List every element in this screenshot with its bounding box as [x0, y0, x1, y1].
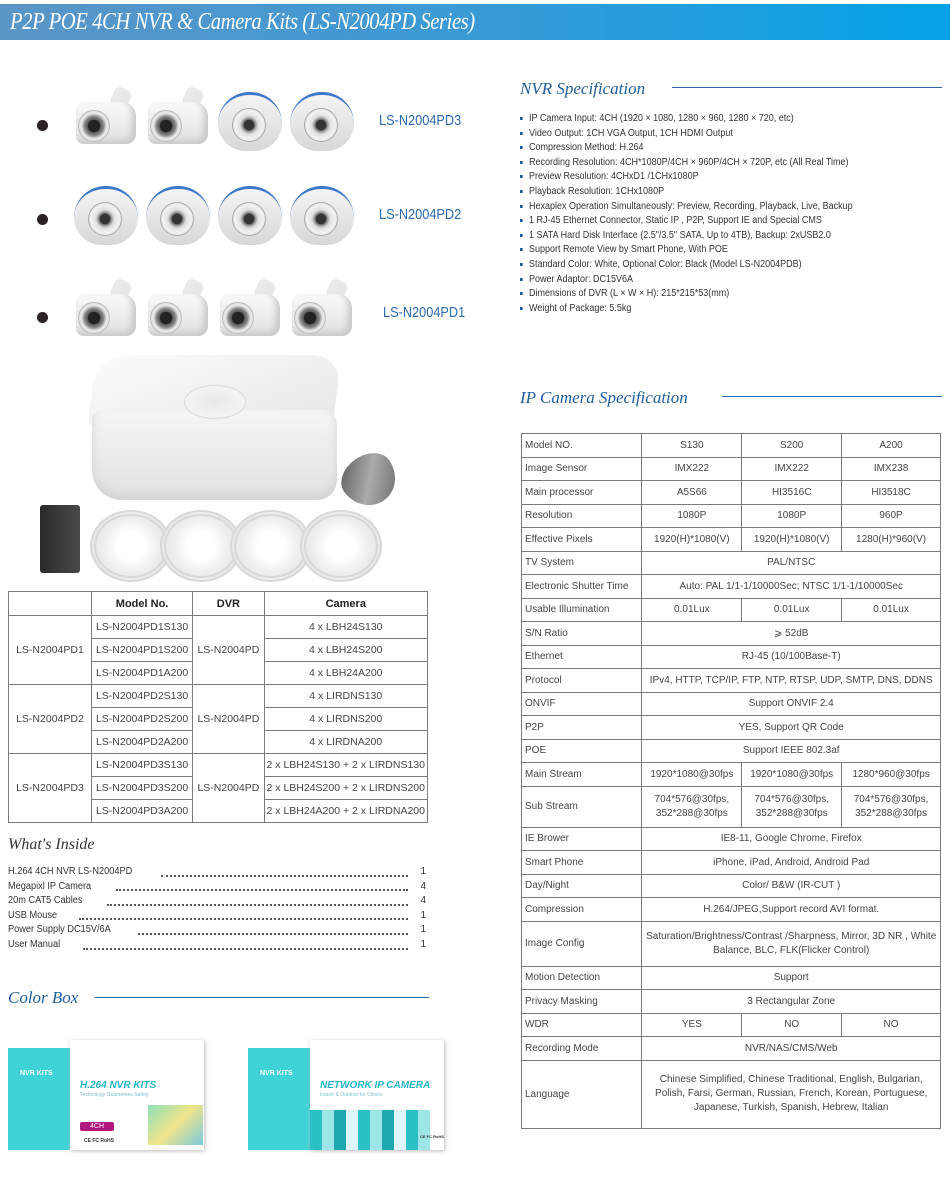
model-number-cell: LS-N2004PD3S130 — [91, 754, 192, 777]
spec-key: Image Config — [522, 921, 642, 966]
camera-lens-icon — [160, 202, 194, 236]
kit-bullet-icon — [37, 214, 48, 225]
item-name: H.264 4CH NVR LS-N2004PD — [8, 866, 133, 877]
bullet-camera-image — [216, 280, 284, 342]
camera-lens-icon — [78, 110, 110, 142]
spec-row — [522, 457, 941, 481]
color-box-title: Color Box — [8, 988, 79, 1007]
spec-value: IMX222 — [642, 457, 742, 481]
model-number-cell: LS-N2004PD1A200 — [91, 662, 192, 685]
item-name: User Manual — [8, 938, 61, 950]
box-side-label: NVR KITS — [20, 1070, 53, 1077]
spec-key: Model NO. — [522, 434, 642, 458]
spec-value: NO — [742, 1013, 842, 1037]
box-mosaic-pattern — [310, 1110, 430, 1150]
camera-lens-icon — [150, 302, 182, 334]
spec-key: POE — [522, 739, 642, 763]
nvr-spec-item: Support Remote View by Smart Phone, With POE — [520, 243, 903, 258]
spec-key: Privacy Masking — [522, 990, 642, 1014]
dot-leader — [116, 889, 408, 891]
spec-key: IE Brower — [522, 827, 642, 851]
box-cert-marks: CE FC RoHS — [420, 1134, 444, 1139]
spec-key: ONVIF — [522, 692, 642, 716]
model-table-row — [9, 685, 428, 708]
dome-camera-image — [144, 182, 212, 244]
spec-value: YES — [642, 1013, 742, 1037]
header-camera: Camera — [264, 592, 427, 616]
box-front-title: H.264 NVR KITS — [80, 1080, 157, 1091]
dome-camera-image — [72, 182, 140, 244]
spec-value: IMX222 — [742, 457, 842, 481]
box-front-subtitle: Indoor & Outdoor for Choice — [320, 1092, 383, 1098]
spec-key: Image Sensor — [522, 457, 642, 481]
nvr-spec-item: Compression Method: H.264 — [520, 141, 903, 156]
item-quantity: 4 — [420, 880, 426, 892]
spec-row — [522, 598, 941, 622]
dot-leader — [161, 875, 408, 877]
spec-value: 0.01Lux — [742, 598, 842, 622]
page-title: P2P POE 4CH NVR & Camera Kits (LS-N2004PD Series) — [10, 9, 475, 35]
camera-cell: 2 x LBH24A200 + 2 x LIRDNA200 — [264, 800, 427, 823]
camera-cell: 4 x LIRDNS200 — [264, 708, 427, 731]
model-table-row — [9, 616, 428, 639]
dot-leader — [138, 933, 409, 935]
spec-row — [522, 739, 941, 763]
spec-row — [522, 874, 941, 898]
item-quantity: 1 — [420, 924, 426, 936]
box-side-panel — [8, 1048, 70, 1150]
spec-value: iPhone, iPad, Android, Android Pad — [642, 851, 941, 875]
nvr-spec-item: Video Output: 1CH VGA Output, 1CH HDMI Output — [520, 127, 903, 142]
model-number-cell: LS-N2004PD2S130 — [91, 685, 192, 708]
color-box-ip-camera — [248, 1030, 448, 1150]
dvr-cell: LS-N2004PD — [193, 616, 264, 685]
dome-camera-image — [288, 88, 356, 150]
spec-value: IPv4, HTTP, TCP/IP, FTP, NTP, RTSP, UDP, SMTP, DNS, DDNS — [642, 669, 941, 693]
bullet-camera-image — [72, 88, 140, 150]
spec-value: Auto: PAL 1/1-1/10000Sec; NTSC 1/1-1/10000Sec — [642, 575, 941, 599]
spec-value: Chinese Simplified, Chinese Traditional, English, Bulgarian, Polish, Farsi, German, Russian, French, Korean, Portuguese, Japanese, Turkish, Spanish, Hebrew, Italian — [642, 1060, 941, 1128]
camera-lens-icon — [304, 108, 338, 142]
model-number-cell: LS-N2004PD1S130 — [91, 616, 192, 639]
header-kit — [9, 592, 92, 616]
spec-key: Ethernet — [522, 645, 642, 669]
dot-leader — [107, 904, 408, 906]
whats-inside-item — [8, 938, 426, 953]
dome-camera-image — [288, 182, 356, 244]
camera-lens-icon — [88, 202, 122, 236]
kit-name-cell: LS-N2004PD1 — [9, 616, 92, 685]
camera-lens-icon — [78, 302, 110, 334]
ip-camera-spec-table — [521, 433, 941, 1129]
spec-value: RJ-45 (10/100Base-T) — [642, 645, 941, 669]
nvr-front-panel — [92, 410, 337, 500]
box-channel-badge: 4CH — [80, 1122, 114, 1131]
spec-value: NVR/NAS/CMS/Web — [642, 1037, 941, 1061]
model-table-header — [9, 592, 428, 616]
dot-leader — [79, 918, 408, 920]
model-number-cell: LS-N2004PD1S200 — [91, 639, 192, 662]
item-name: Power Supply DC15V/6A — [8, 924, 111, 936]
spec-value: H.264/JPEG,Support record AVI format. — [642, 898, 941, 922]
spec-key: P2P — [522, 716, 642, 740]
spec-row — [522, 716, 941, 740]
whats-inside-item — [8, 894, 426, 909]
spec-row — [522, 434, 941, 458]
spec-value: 1920*1080@30fps — [742, 763, 842, 787]
kit-bullet-icon — [37, 120, 48, 131]
dvr-cell: LS-N2004PD — [193, 685, 264, 754]
item-name: Megapixl IP Camera — [8, 880, 92, 892]
bullet-camera-image — [144, 88, 212, 150]
box-front-title: NETWORK IP CAMERA — [320, 1080, 431, 1091]
spec-value: S200 — [742, 434, 842, 458]
kit-bullet-icon — [37, 312, 48, 323]
spec-row — [522, 645, 941, 669]
model-number-cell: LS-N2004PD2S200 — [91, 708, 192, 731]
camera-cell: 4 x LBH24S130 — [264, 616, 427, 639]
spec-value: 0.01Lux — [842, 598, 941, 622]
camera-lens-icon — [150, 110, 182, 142]
whats-inside-item — [8, 909, 426, 924]
box-side-panel — [248, 1048, 310, 1150]
spec-value: 1920(H)*1080(V) — [642, 528, 742, 552]
spec-value: Support — [642, 966, 941, 990]
nvr-spec-item: 1 SATA Hard Disk Interface (2.5"/3.5" SATA, Up to 4TB), Backup: 2xUSB2.0 — [520, 229, 903, 244]
spec-row — [522, 763, 941, 787]
spec-value: Support IEEE 802.3af — [642, 739, 941, 763]
camera-cell: 4 x LIRDNA200 — [264, 731, 427, 754]
box-cert-marks: CE FC RoHS — [84, 1138, 114, 1144]
item-quantity: 1 — [420, 866, 426, 877]
item-name: 20m CAT5 Cables — [8, 895, 83, 907]
spec-row — [522, 827, 941, 851]
spec-value: 1920(H)*1080(V) — [742, 528, 842, 552]
spec-value: HI3518C — [842, 481, 941, 505]
bullet-camera-image — [144, 280, 212, 342]
power-adapter-image — [40, 505, 80, 573]
spec-value: Saturation/Brightness/Contrast /Sharpness, Mirror, 3D NR , White Balance, BLC, FLK(Flicker Control) — [642, 921, 941, 966]
nvr-recorder-image — [92, 355, 337, 505]
nvr-spec-item: Hexaplex Operation Simultaneously: Preview, Recording, Playback, Live, Backup — [520, 200, 903, 215]
model-table-row — [9, 754, 428, 777]
camera-cell: 2 x LBH24S200 + 2 x LIRDNS200 — [264, 777, 427, 800]
spec-value: 960P — [842, 504, 941, 528]
bullet-camera-image — [72, 280, 140, 342]
camera-cell: 2 x LBH24S130 + 2 x LIRDNS130 — [264, 754, 427, 777]
nvr-spec-item: Dimensions of DVR (L × W × H): 215*215*53(mm) — [520, 287, 903, 302]
model-number-cell: LS-N2004PD2A200 — [91, 731, 192, 754]
spec-value: 704*576@30fps, 352*288@30fps — [742, 786, 842, 827]
spec-row — [522, 966, 941, 990]
whats-inside-item — [8, 865, 426, 880]
spec-value: A5S66 — [642, 481, 742, 505]
spec-value: IE8-11, Google Chrome, Firefox — [642, 827, 941, 851]
spec-row — [522, 622, 941, 646]
kit-name-cell: LS-N2004PD2 — [9, 685, 92, 754]
model-number-cell: LS-N2004PD3S200 — [91, 777, 192, 800]
nvr-spec-item: Power Adaptor: DC15V6A — [520, 273, 903, 288]
spec-key: Compression — [522, 898, 642, 922]
spec-value: PAL/NTSC — [642, 551, 941, 575]
spec-row — [522, 921, 941, 966]
item-quantity: 1 — [420, 909, 426, 921]
bullet-camera-image — [288, 280, 356, 342]
nvr-spec-item: 1 RJ-45 Ethernet Connector, Static IP , P2P, Support IE and Special CMS — [520, 214, 903, 229]
color-box-divider — [95, 997, 429, 998]
item-name: USB Mouse — [8, 909, 58, 921]
spec-value: 1920*1080@30fps — [642, 763, 742, 787]
box-side-label: NVR KITS — [260, 1070, 293, 1077]
spec-row — [522, 504, 941, 528]
spec-value: HI3516C — [742, 481, 842, 505]
nvr-spec-title: NVR Specification — [520, 79, 646, 98]
spec-row — [522, 786, 941, 827]
spec-value: 0.01Lux — [642, 598, 742, 622]
header-dvr: DVR — [193, 592, 264, 616]
item-quantity: 1 — [420, 938, 426, 950]
spec-value: IMX238 — [842, 457, 941, 481]
spec-value: A200 — [842, 434, 941, 458]
nvr-spec-item: Standard Color: White, Optional Color: Black (Model LS-N2004PDB) — [520, 258, 903, 273]
spec-row — [522, 551, 941, 575]
spec-value: 1280(H)*960(V) — [842, 528, 941, 552]
spec-value: 1080P — [642, 504, 742, 528]
kit-name-cell: LS-N2004PD3 — [9, 754, 92, 823]
spec-key: Effective Pixels — [522, 528, 642, 552]
nvr-spec-item: Preview Resolution: 4CHxD1 /1CHx1080P — [520, 170, 903, 185]
box-photo-collage — [148, 1105, 203, 1145]
nvr-spec-item: Playback Resolution: 1CHx1080P — [520, 185, 903, 200]
spec-row — [522, 528, 941, 552]
spec-key: Protocol — [522, 669, 642, 693]
model-number-cell: LS-N2004PD3A200 — [91, 800, 192, 823]
camera-cell: 4 x LBH24A200 — [264, 662, 427, 685]
nvr-spec-item: Recording Resolution: 4CH*1080P/4CH × 960P/4CH × 720P, etc (All Real Time) — [520, 156, 903, 171]
header-model: Model No. — [91, 592, 192, 616]
spec-row — [522, 1060, 941, 1128]
item-quantity: 4 — [420, 895, 426, 907]
nvr-spec-item: IP Camera Input: 4CH (1920 × 1080, 1280 × 960, 1280 × 720, etc) — [520, 112, 903, 127]
whats-inside-item — [8, 880, 426, 895]
dot-leader — [83, 948, 409, 950]
spec-row — [522, 851, 941, 875]
model-table — [8, 591, 428, 823]
camera-cell: 4 x LIRDNS130 — [264, 685, 427, 708]
spec-key: Recording Mode — [522, 1037, 642, 1061]
camera-lens-icon — [294, 302, 326, 334]
spec-key: Smart Phone — [522, 851, 642, 875]
spec-key: Motion Detection — [522, 966, 642, 990]
spec-value: 704*576@30fps, 352*288@30fps — [642, 786, 742, 827]
box-front-subtitle: Technology Guarantees Safety — [80, 1092, 149, 1098]
spec-key: Usable Illumination — [522, 598, 642, 622]
camera-lens-icon — [232, 202, 266, 236]
camera-lens-icon — [304, 202, 338, 236]
spec-key: S/N Ratio — [522, 622, 642, 646]
nvr-spec-item: Weight of Package: 5.5kg — [520, 302, 903, 317]
spec-row — [522, 669, 941, 693]
whats-inside-title: What's Inside — [8, 836, 95, 853]
spec-row — [522, 1037, 941, 1061]
cat5-cable-image — [300, 510, 382, 582]
spec-row — [522, 1013, 941, 1037]
spec-value: YES, Support QR Code — [642, 716, 941, 740]
nvr-spec-divider — [672, 87, 942, 88]
camera-lens-icon — [232, 108, 266, 142]
usb-mouse-image — [333, 444, 407, 517]
nvr-logo-icon — [184, 385, 246, 419]
nvr-spec-list — [520, 112, 945, 316]
dvr-cell: LS-N2004PD — [193, 754, 264, 823]
spec-key: Day/Night — [522, 874, 642, 898]
dome-camera-image — [216, 88, 284, 150]
spec-value: ⩾ 52dB — [642, 622, 941, 646]
spec-key: Resolution — [522, 504, 642, 528]
camera-lens-icon — [222, 302, 254, 334]
whats-inside-item — [8, 923, 426, 938]
spec-key: Language — [522, 1060, 642, 1128]
color-box-nvr-kits — [8, 1030, 208, 1150]
spec-value: Color/ B&W (IR-CUT ) — [642, 874, 941, 898]
ip-camera-spec-title: IP Camera Specification — [520, 388, 688, 407]
spec-row — [522, 990, 941, 1014]
kit-label: LS-N2004PD2 — [379, 206, 462, 223]
spec-value: NO — [842, 1013, 941, 1037]
spec-value: 704*576@30fps, 352*288@30fps — [842, 786, 941, 827]
spec-row — [522, 692, 941, 716]
spec-value: 3 Rectangular Zone — [642, 990, 941, 1014]
spec-value: 1280*960@30fps — [842, 763, 941, 787]
spec-value: Support ONVIF 2.4 — [642, 692, 941, 716]
dome-camera-image — [216, 182, 284, 244]
whats-inside-list — [8, 865, 426, 953]
spec-key: WDR — [522, 1013, 642, 1037]
camera-cell: 4 x LBH24S200 — [264, 639, 427, 662]
spec-value: 1080P — [742, 504, 842, 528]
spec-key: Main processor — [522, 481, 642, 505]
ip-camera-spec-divider — [722, 396, 942, 397]
spec-row — [522, 575, 941, 599]
spec-key: TV System — [522, 551, 642, 575]
kit-label: LS-N2004PD1 — [383, 304, 466, 321]
spec-key: Electronic Shutter Time — [522, 575, 642, 599]
spec-row — [522, 898, 941, 922]
spec-value: S130 — [642, 434, 742, 458]
spec-key: Sub Stream — [522, 786, 642, 827]
kit-label: LS-N2004PD3 — [379, 112, 462, 129]
spec-row — [522, 481, 941, 505]
spec-key: Main Stream — [522, 763, 642, 787]
